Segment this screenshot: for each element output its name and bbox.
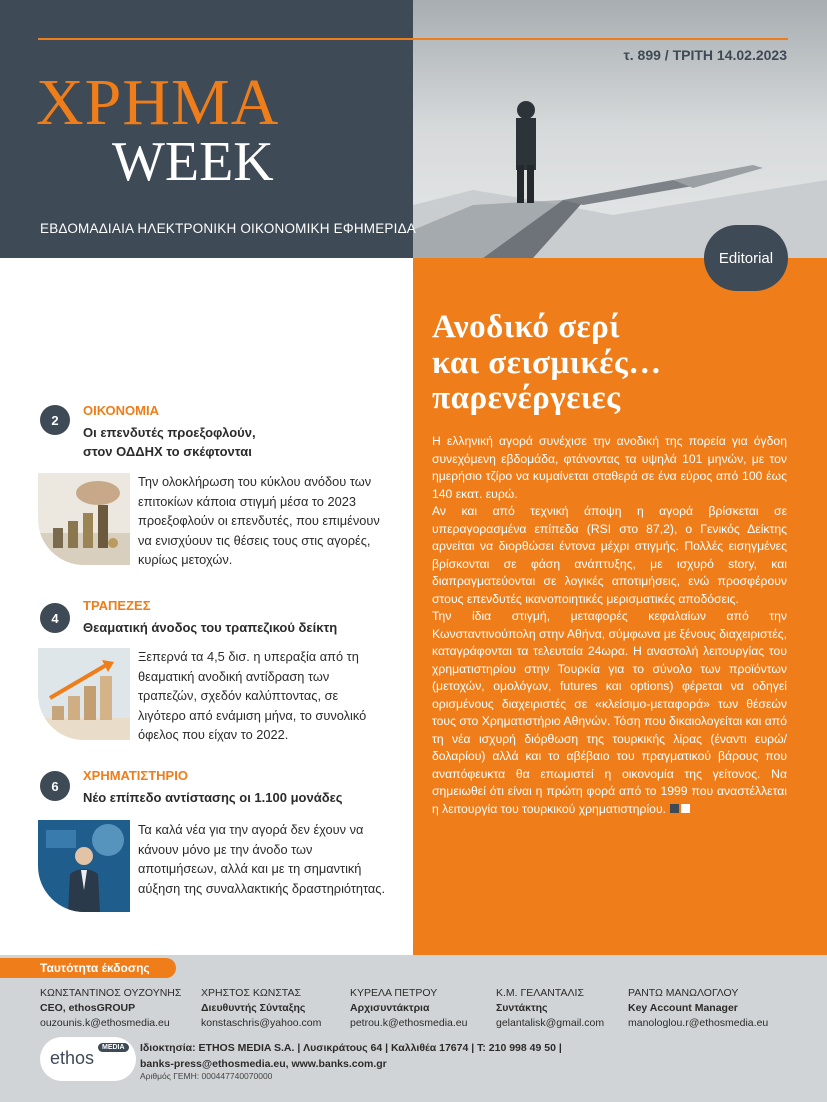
- tagline: ΕΒΔΟΜΑΔΙΑΙΑ ΗΛΕΚΤΡΟΝΙΚΗ ΟΙΚΟΝΟΜΙΚΗ ΕΦΗΜΕΡΙΔΑ: [40, 221, 417, 236]
- staff-email[interactable]: ouzounis.k@ethosmedia.eu: [40, 1017, 170, 1029]
- editorial-title-line: Ανοδικό σερί: [432, 309, 621, 345]
- page-number-badge[interactable]: 2: [40, 405, 70, 435]
- editorial-paragraph: Αν και από τεχνική άποψη η αγορά βρίσκεται σε υπεραγορασμένα επίπεδα (RSI στο 87,2), ο Γενικός Δείκτης αρνείται να διορθώσει έντονα μέχρι στιγμής. Πολλές εισηγμένες βρίσκονται σε φάση ανάπτυξης, με ισχυρό story, και διαπραγματεύονται σε λογικές αποτιμήσεις, ενώ προσφέρουν στους επενδυτές ικανοποιητικές μερισματικές αποδόσεις.: [432, 504, 787, 606]
- coins-image: [38, 473, 130, 565]
- editorial-title: [432, 310, 662, 417]
- growth-blocks-image: [38, 648, 130, 740]
- item-category[interactable]: ΟΙΚΟΝΟΜΙΑ: [83, 403, 159, 418]
- editorial-title-line: παρενέργειες: [432, 380, 621, 417]
- editorial-title-line: και σεισμικές…: [432, 344, 662, 381]
- editorial-paragraph: Η ελληνική αγορά συνέχισε την ανοδική της πορεία για όγδοη συνεχόμενη εβδομάδα, φτάνοντας τα υψηλά 101 μηνών, με τον ημερήσιο τζίρο να κυμαίνεται σταθερά σε ένα εύρος από 100 έως 140 εκατ. ευρώ.: [432, 434, 787, 501]
- publisher-line: Ιδιοκτησία: ETHOS MEDIA S.A. | Λυσικράτους 64 | Καλλιθέα 17674 | Τ: 210 998 49 50 |: [140, 1042, 562, 1054]
- item-summary: Την ολοκλήρωση του κύκλου ανόδου των επιτοκίων κάποια στιγμή μέσα το 2023 προεξοφλούν οι επενδυτές, που επιμένουν να ενισχύουν τις θέσεις τους στις αγορές, κυρίως μετοχών.: [138, 474, 380, 567]
- item-summary: Ξεπερνά τα 4,5 δισ. η υπεραξία από τη θεαματική ανοδική αντίδραση των τραπεζών, σχεδόν καλύπτοντας, σε λιγότερο από ενάμιση μήνα, το συνολικό όφελος που είχαν το 2022.: [138, 649, 367, 742]
- editorial-badge: Editorial: [704, 225, 788, 291]
- staff-member: [40, 986, 181, 1031]
- staff-email[interactable]: petrou.k@ethosmedia.eu: [350, 1017, 468, 1029]
- staff-name: ΡΑΝΤΩ ΜΑΝΩΛΟΓΛΟΥ: [628, 987, 739, 999]
- staff-name: ΚΩΝΣΤΑΝΤΙΝΟΣ ΟΥΖΟΥΝΗΣ: [40, 987, 182, 999]
- item-headline[interactable]: Θεαματική άνοδος του τραπεζικού δείκτη: [83, 620, 338, 635]
- trader-image: [38, 820, 130, 912]
- staff-member: [496, 986, 604, 1031]
- staff-role: Αρχισυντάκτρια: [350, 1002, 430, 1014]
- staff-email[interactable]: manologlou.r@ethosmedia.eu: [628, 1017, 769, 1029]
- item-headline[interactable]: Οι επενδυτές προεξοφλούν,: [83, 425, 256, 440]
- staff-name: ΧΡΗΣΤΟΣ ΚΩΝΣΤΑΣ: [201, 987, 301, 999]
- item-category[interactable]: ΤΡΑΠΕΖΕΣ: [83, 598, 151, 613]
- end-marks-icon: [670, 801, 692, 819]
- staff-role: Key Account Manager: [628, 1002, 738, 1014]
- gemi-number: Αριθμός ΓΕΜΗ: 000447740070000: [140, 1071, 273, 1081]
- staff-email[interactable]: konstaschris@yahoo.com: [201, 1017, 322, 1029]
- publisher-info: [140, 1040, 562, 1072]
- staff-member: [628, 986, 768, 1031]
- logo-week: WEEK: [112, 131, 274, 193]
- editorial-body: [432, 433, 787, 818]
- item-headline[interactable]: στον ΟΔΔΗΧ το σκέφτονται: [83, 444, 252, 459]
- staff-role: Συντάκτης: [496, 1002, 548, 1014]
- staff-role: Διευθυντής Σύνταξης: [201, 1002, 306, 1014]
- logo-xrima: ΧΡΗΜΑ: [36, 66, 280, 139]
- item-headline[interactable]: Νέο επίπεδο αντίστασης οι 1.100 μονάδες: [83, 790, 343, 805]
- page-number-badge[interactable]: 6: [40, 771, 70, 801]
- editorial-paragraph: Την ίδια στιγμή, μεταφορές κεφαλαίων από την Κωνσταντινούπολη στην Αθήνα, σύμφωνα με ξένους διαχειριστές, καταγράφονται τα τελευταία 24ωρα. Η αναστολή λειτουργίας του χρηματιστηρίου στην Τουρκία για το σύνολο των προϊόντων (μετοχών, ομολόγων, futures και options) φέρεται να οδηγεί ορισμένους διαχειριστές σε «κλείσιμο-μεταφορά» των θέσεών τους στο Χρηματιστήριο Αθηνών. Τόση που δικαιολογείται και από τη νέα ισχυρή διόρθωση της τουρκικής λίρας (έναντι ευρώ/δολαρίου) αλλά και το αβέβαιο του πραγματικού βάρους που αναπόφευκτα θα επωμιστεί η οικονομία της γείτονος. Να σημειωθεί ότι είναι η πρώτη φορά από το 1999 που αναστέλλεται η λειτουργία του τουρκικού χρηματιστηρίου.: [432, 608, 787, 818]
- item-summary: Τα καλά νέα για την αγορά δεν έχουν να κάνουν μόνο με την άνοδο των αποτιμήσεων, αλλά και με τη σημαντική αύξηση της συναλλακτικής δραστηριότητας.: [138, 822, 386, 896]
- staff-name: ΚΥΡΕΛΑ ΠΕΤΡΟΥ: [350, 987, 438, 999]
- imprint-tab: Ταυτότητα έκδοσης: [0, 958, 176, 978]
- contact-line[interactable]: banks-press@ethosmedia.eu, www.banks.com.gr: [140, 1058, 387, 1070]
- staff-member: [350, 986, 467, 1031]
- staff-role: CEO, ethosGROUP: [40, 1002, 136, 1014]
- issue-date: τ. 899 / ΤΡΙΤΗ 14.02.2023: [623, 47, 787, 63]
- staff-member: [201, 986, 321, 1031]
- staff-name: Κ.Μ. ΓΕΛΑΝΤΑΛΙΣ: [496, 987, 584, 999]
- item-category[interactable]: ΧΡΗΜΑΤΙΣΤΗΡΙΟ: [83, 768, 188, 783]
- staff-email[interactable]: gelantalisk@gmail.com: [496, 1017, 605, 1029]
- ethos-media-logo: ethos MEDIA: [40, 1037, 136, 1081]
- page-number-badge[interactable]: 4: [40, 603, 70, 633]
- header-rule: [38, 38, 788, 40]
